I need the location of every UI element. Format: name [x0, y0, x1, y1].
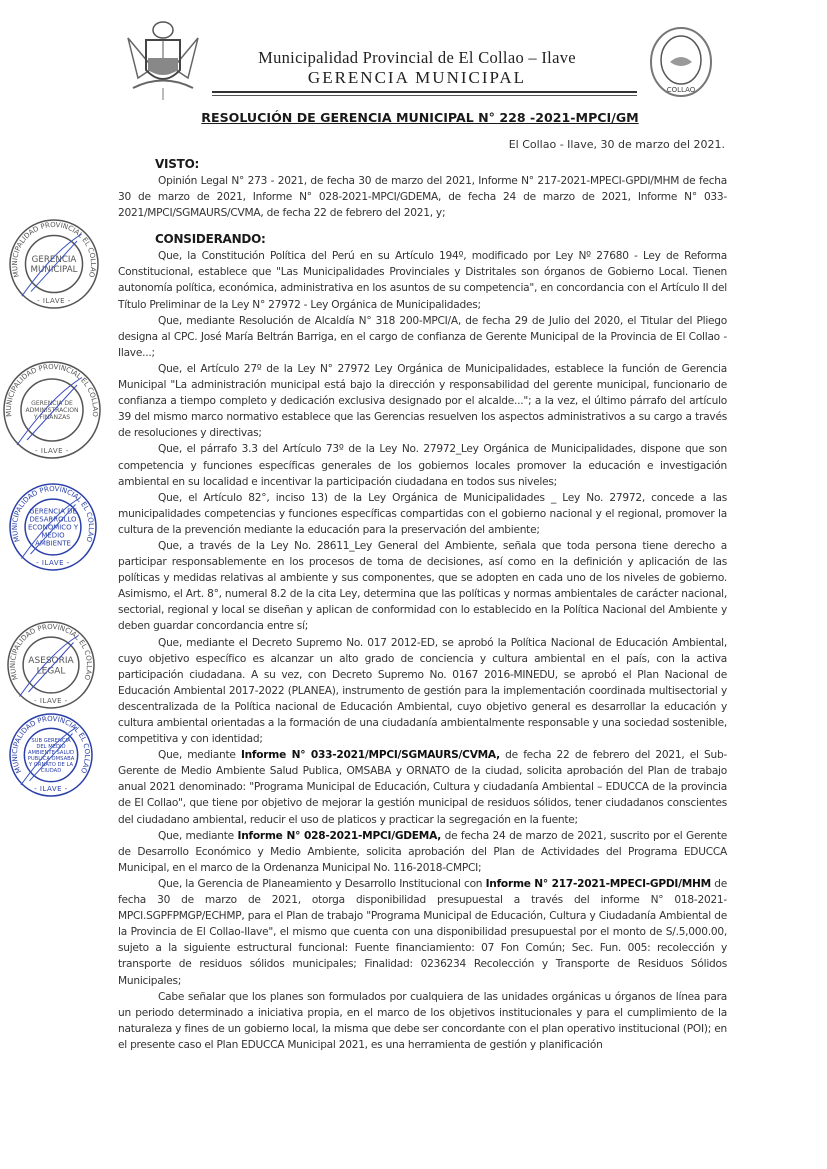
peru-coat-of-arms-logo [118, 18, 208, 103]
official-stamp [2, 360, 102, 460]
stamp-inner-text: MEDIO [41, 531, 65, 540]
paragraph [118, 876, 727, 989]
header-rule [212, 91, 637, 93]
paragraph: Que, el párrafo 3.3 del Artículo 73º de la Ley No. 27972_Ley Orgánica de Municipalidades, dispone que son competencia y funciones específicas generales de los gobiernos locales promover la educación e investigación ambiental en su localidad e incentivar la participación ciudadana en todos sus niveles; [118, 443, 727, 488]
paragraph [118, 828, 727, 876]
stamp-inner-text: GERENCIA [31, 255, 77, 266]
stamp-inner-text: AMBIENTE [35, 539, 71, 548]
institution-name: Municipalidad Provincial de El Collao – Ilave [258, 48, 576, 67]
stamp-bottom-text: - ILAVE - [37, 297, 71, 305]
paragraph-text: Que, mediante [158, 749, 241, 762]
stamp-ring-text: MUNICIPALIDAD PROVINCIAL EL COLLAO [10, 220, 98, 279]
stamp-ring-text: MUNICIPALIDAD PROVINCIAL EL COLLAO [10, 484, 96, 543]
paragraph-text: de fecha 22 de febrero del 2021, el Sub-Gerente de Medio Ambiente Salud Publica, OMSABA y ORNATO de la ciudad, solicita aprobación del Plan de trabajo anual 2021 denominado: "Programa Municipal de Educación, Cultura y ciudadanía Ambiental – EDUCCA de la provincia de El Collao", que tiene por objetivo de mejorar la gestión municipal de residuos sólidos, tener ciudadanos conscientes del ciudadano ambiental, reducir el uso de platicos y practicar la segregación en la fuente; [118, 749, 727, 826]
report-reference: Informe N° 033-2021/MPCI/SGMAURS/CVMA, [240, 749, 500, 762]
considerando-heading: CONSIDERANDO: [155, 232, 266, 247]
stamp-inner-text: ECONOMICO Y [27, 523, 79, 532]
visto-paragraph: Opinión Legal N° 273 - 2021, de fecha 30 de marzo del 2021, Informe N° 217-2021-MPECI-GPDI/MHM de fecha 30 de marzo de 2021, Informe N° 028-2021-MPCI/GDEMA, de fecha 24 de marzo de 2021, Informe N° 033-2021/MPCI/SGMAURS/CVMA, de fecha 22 de febrero del 2021, y; [118, 175, 727, 220]
stamp-inner-text: LEGAL [36, 666, 66, 677]
stamp-inner-text: ASESORIA [28, 655, 74, 666]
paragraph [118, 747, 727, 827]
paragraph-text: de fecha 30 de marzo de 2021, otorga disponibilidad presupuestal a través del informe N° 018-2021-MPCI.SGPFPMGP/ECHMP, para el Plan de trabajo "Programa Municipal de Educación, Cultura y Ciudadanía Ambiental de la Provincia de El Collao-Ilave", el mismo que cuenta con una disponibilidad presupuestal por el monto de S/.5,000.00, sujeto a la siguiente estructural funcional: Fuente financiamiento: 07 Fon Común; Sec. Fun. 005: recolección y transporte de residuos sólidos municipales; Finalidad: 0236234 Recolección y Transporte de Residuos Sólidos Municipales; [118, 877, 727, 987]
official-stamp [8, 482, 98, 572]
paragraph: Que, la Constitución Política del Perú en su Artículo 194º, modificado por Ley Nº 27680 - Ley de Reforma Constitucional, establece que "Las Municipalidades Provinciales y Distritales son órganos de Gobierno Local. Tienen autonomía política, económica, administrativa en los asuntos de su competencia", en concordancia con el Artículo II del Título Preliminar de la Ley N° 27972 - Ley Orgánica de Municipalidades; [118, 250, 727, 311]
official-stamp [8, 218, 100, 310]
official-stamp [8, 712, 94, 798]
stamp-ring-text: MUNICIPALIDAD PROVINCIAL EL COLLAO [10, 714, 92, 775]
date-line: El Collao - Ilave, 30 de marzo del 2021. [508, 138, 725, 151]
report-reference: Informe N° 028-2021-MPCI/GDEMA, [237, 829, 442, 842]
stamp-inner-text: AMBIENTE SALUD [27, 749, 75, 756]
stamp-inner-text: MUNICIPAL [30, 265, 78, 276]
document-body [118, 156, 727, 1053]
stamp-bottom-text: - ILAVE - [34, 697, 68, 705]
stamp-inner-text: GERENCIA DE [31, 400, 73, 408]
official-stamp [6, 620, 96, 710]
stamp-inner-text: PUBLICA OMSABA [27, 755, 75, 762]
resolution-title: RESOLUCIÓN DE GERENCIA MUNICIPAL N° 228 -2021-MPCI/GM [201, 110, 639, 125]
paragraph-text: de fecha 24 de marzo de 2021, suscrito por el Gerente de Desarrollo Económico y Medio Ambiente, solicita aprobación del Plan de Actividades del Programa EDUCCA Municipal, en el marco de la Ordenanza Municipal No. 116-2018-CMPCI; [118, 829, 727, 874]
office-name: GERENCIA MUNICIPAL [307, 68, 527, 87]
stamp-inner-text: SUB GERENCIA [31, 737, 71, 744]
paragraph: Que, mediante el Decreto Supremo No. 017 2012-ED, se aprobó la Política Nacional de Educación Ambiental, cuyo objetivo específico es alcanzar un alto grado de conciencia y cultura ambiental en el país, con la activa participación ciudadana. A su vez, con Decreto Supremo No. 0167 2016-MINEDU, se aprobó el Plan Nacional de Educación Ambiental 2017-2022 (PLANEA), instrumento de gestión para la implementación coordinada multisectorial y descentralizada de la Política nacional de Educación Ambiental, cuyo objetivo general es desarrollar la educación y cultura ambiental orientadas a la formación de una ciudadanía ambientalmente responsable y una sociedad sostenible, competitiva y con identidad; [118, 636, 727, 746]
paragraph: Que, el Artículo 82°, inciso 13) de la Ley Orgánica de Municipalidades _ Ley No. 27972, concede a las municipalidades competencias y funciones específicas compartidas con el gobierno nacional y el regional, promover la cultura de la prevención mediante la educación para la preservación del ambiente; [118, 491, 727, 536]
stamp-ring-text: MUNICIPALIDAD PROVINCIAL EL COLLAO [4, 362, 100, 418]
report-reference: Informe N° 217-2021-MPECI-GPDI/MHM [485, 877, 711, 890]
stamp-inner-text: Y FINANZAS [33, 414, 71, 422]
stamp-bottom-text: - ILAVE - [35, 447, 69, 455]
stamp-inner-text: GERENCIA DE [29, 507, 77, 516]
stamp-bottom-text: - ILAVE - [34, 785, 68, 793]
stamp-inner-text: DESARROLLO [29, 515, 77, 524]
visto-heading: VISTO: [155, 157, 200, 171]
stamp-inner-text: DEL MEDIO [36, 743, 66, 750]
municipality-logo [640, 22, 722, 100]
paragraph: Que, el Artículo 27º de la Ley N° 27972 Ley Orgánica de Municipalidades, establece la función de Gerencia Municipal "La administración municipal está bajo la dirección y responsabilidad del gerente municipal, funcionario de confianza a tiempo completo y dedicación exclusiva designado por el alcalde..."; a la vez, el último párrafo del artículo 39 del mismo marco normativo establece que las Gerencias resuelven los aspectos administrativos a su cargo a través de resoluciones y directivas; [118, 362, 727, 440]
paragraph: Que, mediante Resolución de Alcaldía N° 318 200-MPCI/A, de fecha 29 de Julio del 2020, el Titular del Pliego designa al CPC. José María Beltrán Barriga, en el cargo de confianza de Gerente Municipal de la Provincia de El Collao - Ilave...; [118, 314, 727, 359]
paragraph: Cabe señalar que los planes son formulados por cualquiera de las unidades orgánicas u órganos de línea para un periodo determinado a iniciativa propia, en el marco de los objetivos institucionales y para el cumplimiento de la naturaleza y fines de un gobierno local, la misma que debe ser concordante con el plan operativo institucional (POI); en el presente caso el Plan EDUCCA Municipal 2021, es una herramienta de gestión y planificación [118, 990, 727, 1051]
logo-text: COLLAO [666, 86, 696, 94]
paragraph: Que, a través de la Ley No. 28611_Ley General del Ambiente, señala que toda persona tiene derecho a participar responsablemente en los procesos de toma de decisiones, así como en la definición y aplicación de las políticas y medidas relativas al ambiente y sus componentes, que se adopten en cada uno de los niveles de gobierno. Asimismo, el Art. 8°, numeral 8.2 de la cita Ley, determina que las políticas y normas ambientales de carácter nacional, sectorial, regional y local se diseñan y aplican de conformidad con lo establecido en la Política Nacional del Ambiente y deben guardar concordancia entre sí; [118, 539, 727, 633]
stamp-inner-text: CIUDAD [40, 767, 62, 774]
stamp-bottom-text: - ILAVE - [36, 559, 70, 567]
stamp-ring-text: MUNICIPALIDAD PROVINCIAL EL COLLAO [8, 622, 94, 681]
header-rule-thin [212, 95, 637, 96]
paragraph-text: Que, mediante [158, 829, 238, 842]
stamp-inner-text: ADMINISTRACION [25, 407, 79, 415]
paragraph-text: Que, la Gerencia de Planeamiento y Desarrollo Institucional con [158, 877, 486, 890]
stamp-inner-text: Y ORNATO DE LA [28, 761, 74, 768]
